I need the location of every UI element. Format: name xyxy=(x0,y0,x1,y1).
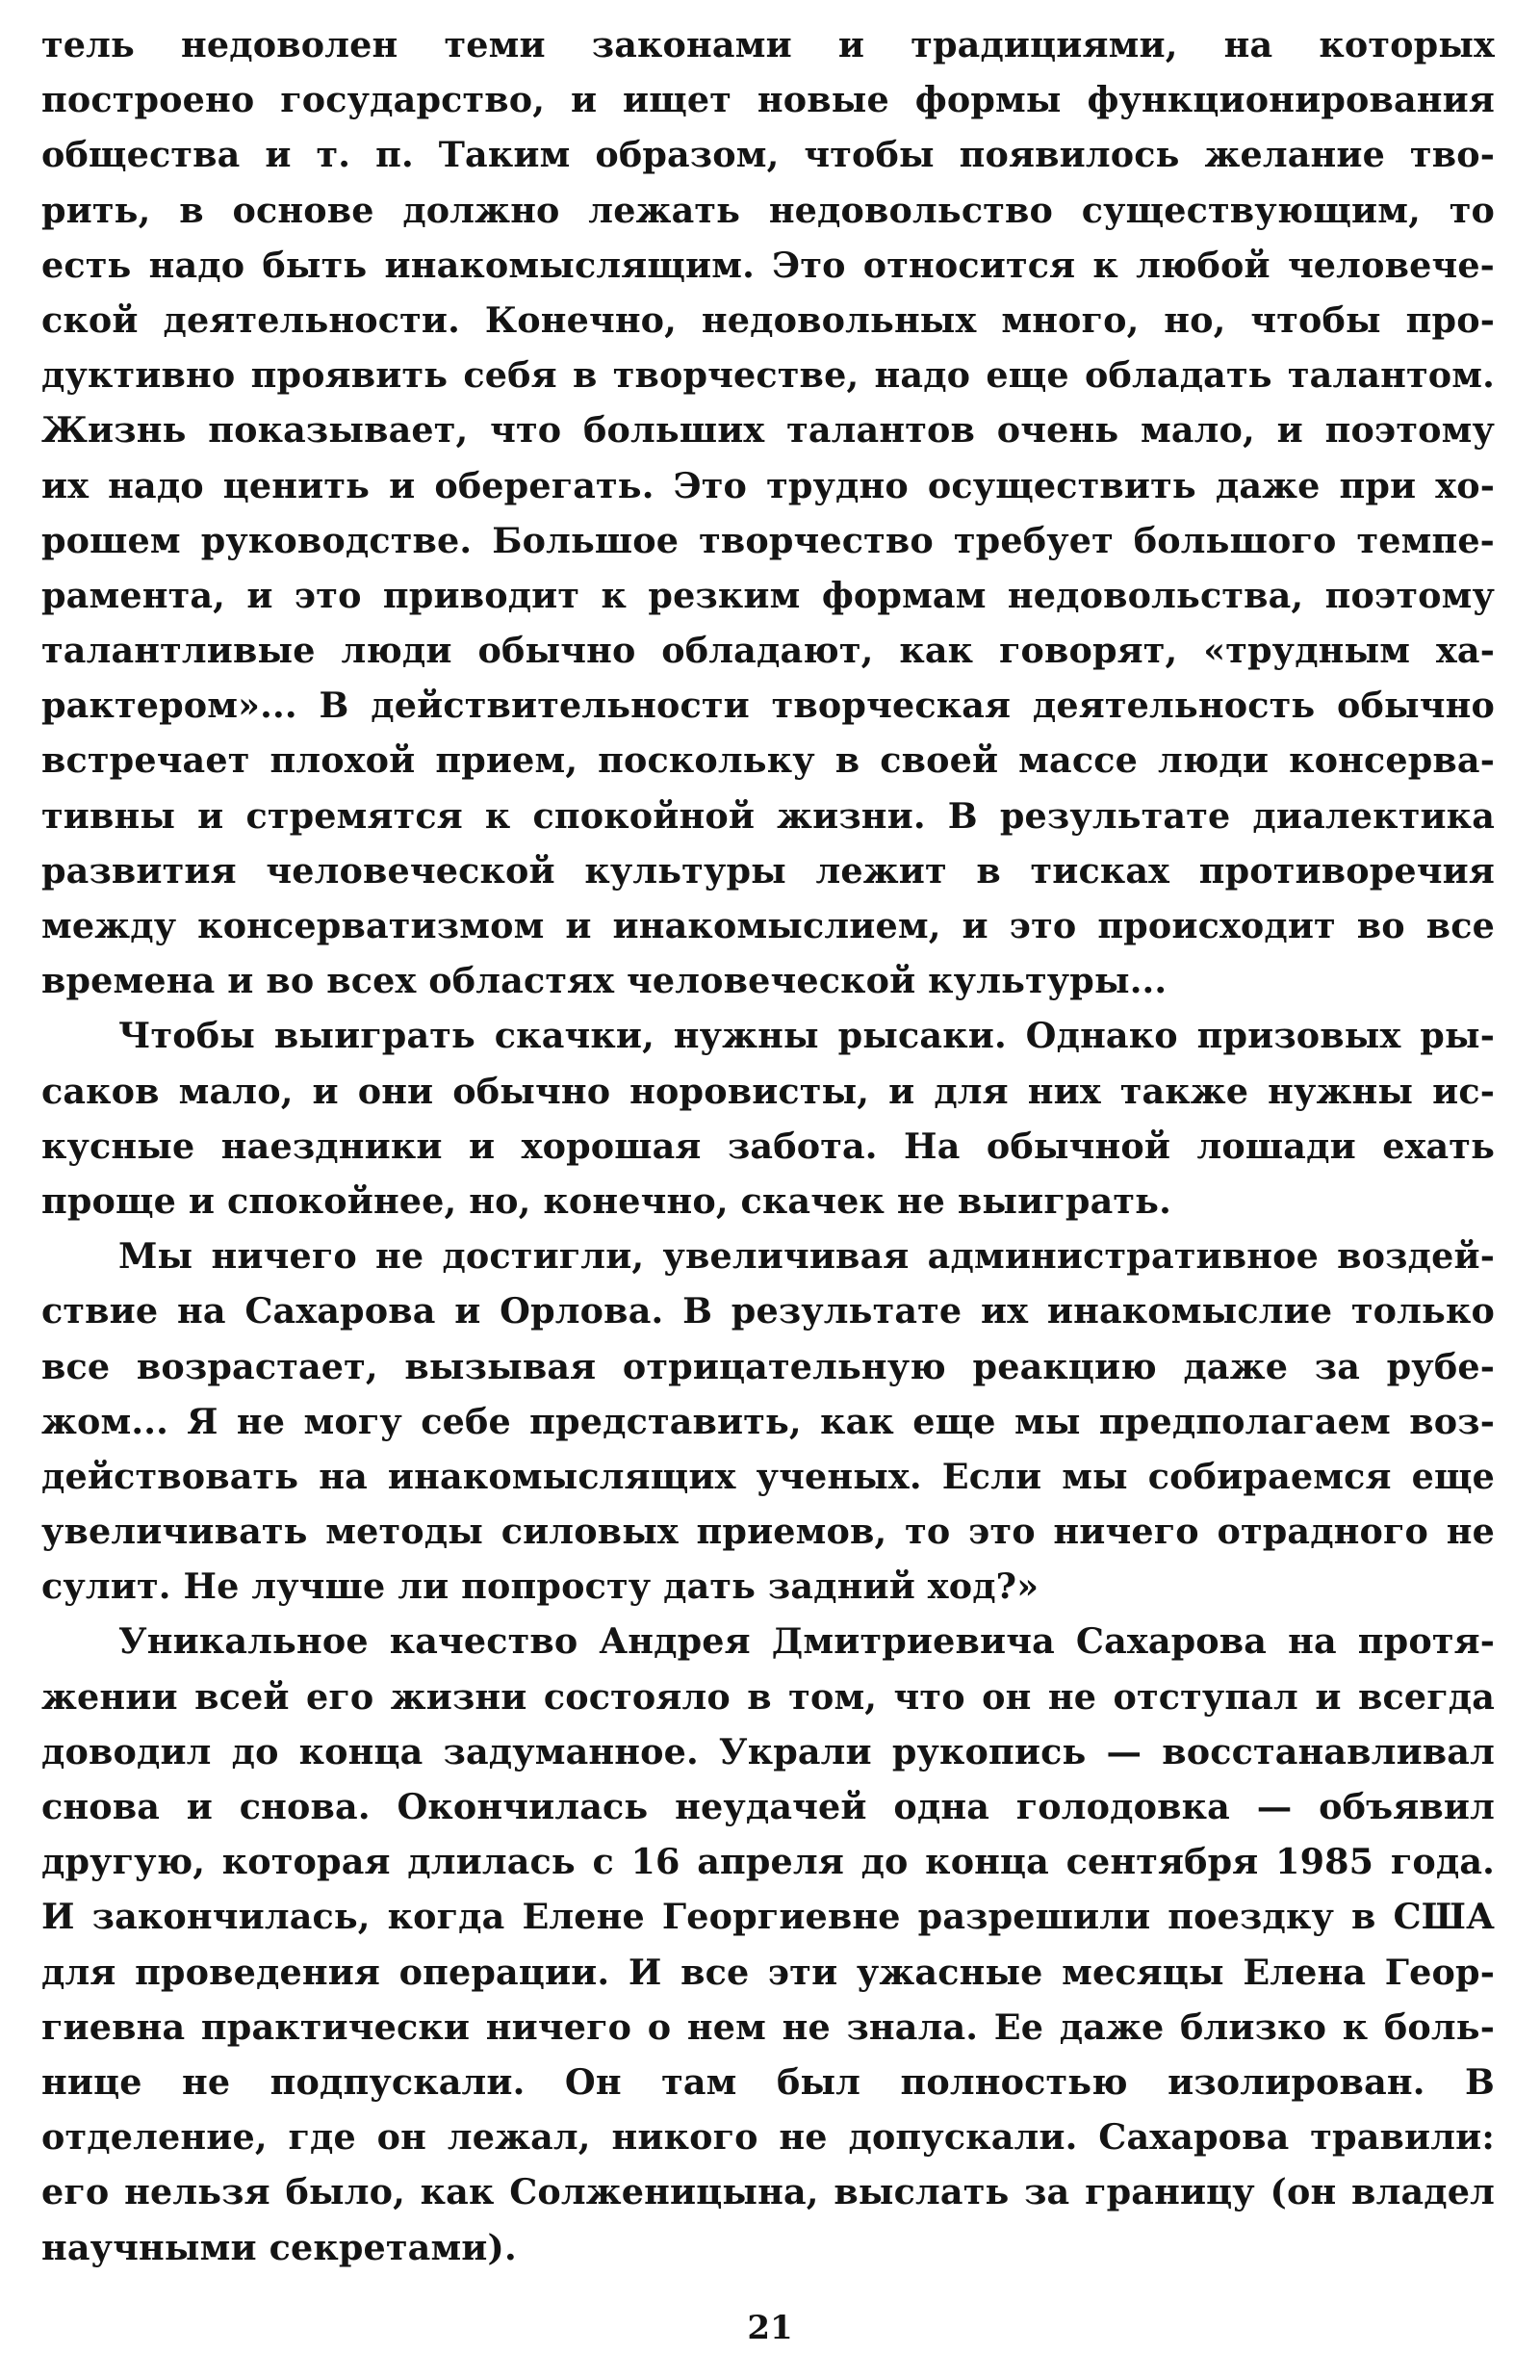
paragraph xyxy=(41,1008,1495,1229)
text-line: талантливые люди обычно обладают, как говорят, «трудным ха- xyxy=(41,630,1495,672)
text-line: дуктивно проявить себя в творчестве, надо еще обладать талантом. xyxy=(41,354,1495,397)
text-line: жении всей его жизни состояло в том, что он не отступал и всегда xyxy=(41,1675,1495,1718)
text-line: другую, которая длилась с 16 апреля до конца сентября 1985 года. xyxy=(41,1841,1495,1883)
text-line: сулит. Не лучше ли попросту дать задний ход?» xyxy=(41,1565,1040,1608)
text-line: их надо ценить и оберегать. Это трудно осуществить даже при хо- xyxy=(41,464,1495,506)
text-line: тивны и стремятся к спокойной жизни. В результате диалектика xyxy=(41,794,1495,837)
text-line: тель недоволен теми законами и традициями, на которых xyxy=(41,24,1495,65)
text-line: Чтобы выиграть скачки, нужны рысаки. Однако призовых ры- xyxy=(118,1015,1495,1057)
paragraph xyxy=(41,1229,1495,1614)
text-line: для проведения операции. И все эти ужасные месяцы Елена Геор- xyxy=(41,1951,1495,1993)
text-line: И закончилась, когда Елене Георгиевне разрешили поездку в США xyxy=(41,1896,1495,1938)
paragraph xyxy=(41,1614,1495,2274)
text-line: рошем руководстве. Большое творчество требует большого темпе- xyxy=(41,519,1495,561)
text-line: его нельзя было, как Солженицына, выслать за границу (он владел xyxy=(41,2171,1495,2213)
text-line: доводил до конца задуманное. Украли рукопись — восстанавливал xyxy=(41,1730,1495,1772)
text-line: гиевна практически ничего о нем не знала. Ее даже близко к боль- xyxy=(41,2005,1495,2048)
text-line: общества и т. п. Таким образом, чтобы появилось желание тво- xyxy=(41,134,1495,176)
text-line: Мы ничего не достигли, увеличивая административное воздей- xyxy=(118,1235,1495,1278)
text-line: все возрастает, вызывая отрицательную реакцию даже за рубе- xyxy=(41,1345,1495,1387)
text-line: рить, в основе должно лежать недовольство существующим, то xyxy=(41,189,1495,231)
text-line: рамента, и это приводит к резким формам недовольства, поэтому xyxy=(41,574,1495,616)
text-line: рактером»... В действительности творческая деятельность обычно xyxy=(41,685,1495,727)
text-line: действовать на инакомыслящих ученых. Если мы собираемся еще xyxy=(41,1455,1495,1497)
text-line: времена и во всех областях человеческой культуры... xyxy=(41,960,1168,1002)
text-line: кусные наездники и хорошая забота. На обычной лошади ехать xyxy=(41,1125,1495,1167)
text-line: развития человеческой культуры лежит в тисках противоречия xyxy=(41,849,1495,892)
text-line: научными секретами). xyxy=(41,2226,517,2268)
body-text xyxy=(41,17,1495,2275)
text-line: ской деятельности. Конечно, недовольных много, но, чтобы про- xyxy=(41,298,1495,341)
text-line: нице не подпускали. Он там был полностью изолирован. В xyxy=(41,2060,1495,2103)
text-line: есть надо быть инакомыслящим. Это относится к любой человече- xyxy=(41,244,1495,286)
text-line: саков мало, и они обычно норовисты, и для них также нужны ис- xyxy=(41,1070,1495,1112)
text-line: встречает плохой прием, поскольку в своей массе люди консерва- xyxy=(41,739,1495,782)
text-line: между консерватизмом и инакомыслием, и это происходит во все xyxy=(41,905,1495,946)
text-line: отделение, где он лежал, никого не допускали. Сахарова травили: xyxy=(41,2116,1495,2159)
paragraph xyxy=(41,17,1495,1008)
text-line: ствие на Сахарова и Орлова. В результате их инакомыслие только xyxy=(41,1290,1495,1332)
text-line: Жизнь показывает, что больших талантов очень мало, и поэтому xyxy=(41,409,1495,452)
text-line: увеличивать методы силовых приемов, то это ничего отрадного не xyxy=(41,1511,1495,1553)
text-line: жом... Я не могу себе представить, как еще мы предполагаем воз- xyxy=(41,1400,1495,1442)
page-number: 21 xyxy=(747,2309,793,2347)
text-line: Уникальное качество Андрея Дмитриевича Сахарова на протя- xyxy=(118,1620,1495,1663)
text-line: снова и снова. Окончилась неудачей одна голодовка — объявил xyxy=(41,1786,1495,1827)
text-line: проще и спокойнее, но, конечно, скачек не выиграть. xyxy=(41,1179,1171,1222)
text-line: построено государство, и ищет новые формы функционирования xyxy=(41,79,1495,121)
